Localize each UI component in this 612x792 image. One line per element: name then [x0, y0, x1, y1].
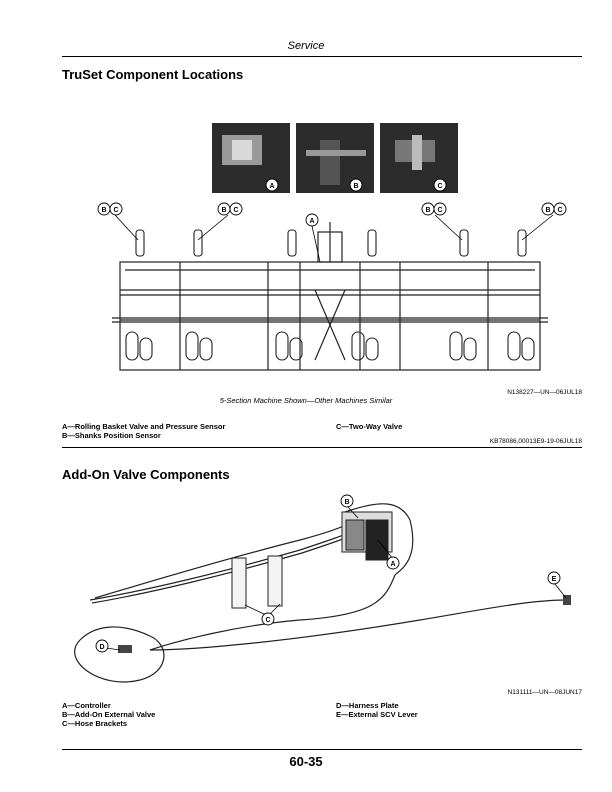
legend-item: C—Hose Brackets [62, 719, 128, 728]
callout-b: B [344, 499, 350, 506]
section-title-addon: Add-On Valve Components [62, 467, 230, 482]
legend-item: C—Two-Way Valve [336, 422, 403, 431]
callout-e: E [551, 576, 557, 583]
figure-ref-2: N131111—UN—08JUN17 [507, 689, 582, 696]
legend-1-left [62, 422, 225, 440]
section-title-truset: TruSet Component Locations [62, 67, 244, 82]
callout-c: C [113, 207, 119, 214]
callout-c: C [437, 207, 443, 214]
legend-1-right [336, 422, 402, 431]
photo-callout-b: B [353, 183, 359, 190]
section-rule [62, 447, 582, 448]
harness-plate [118, 645, 132, 653]
legend-item: D—Harness Plate [336, 701, 399, 710]
callout-c: C [233, 207, 239, 214]
callout-c: C [557, 207, 563, 214]
valve-block [342, 512, 392, 560]
legend-2-right [336, 701, 418, 719]
legend-item: B—Add-On External Valve [62, 710, 156, 719]
callout-c: C [265, 617, 271, 624]
legend-item: E—External SCV Lever [336, 710, 418, 719]
photo-callout-c: C [437, 183, 443, 190]
figure-caption-1: 5-Section Machine Shown—Other Machines Similar [219, 396, 393, 405]
footer-rule [62, 749, 582, 750]
callout-a: A [309, 218, 315, 225]
hose-drawing [75, 504, 565, 682]
callout-b: B [221, 207, 227, 214]
legend-item: B—Shanks Position Sensor [62, 431, 161, 440]
scv-lever [563, 595, 571, 605]
figure-ref-1: N138227—UN—06JUL18 [507, 389, 582, 396]
page-header: Service [287, 40, 325, 52]
callout-b: B [101, 207, 107, 214]
legend-2-left [62, 701, 155, 728]
legend-item: A—Controller [62, 701, 111, 710]
callout-d: D [99, 644, 105, 651]
doc-ref-1: KB78086,00013E9-19-06JUL18 [489, 438, 582, 445]
callout-b: B [545, 207, 551, 214]
addon-figure [0, 480, 612, 690]
hose-brackets [232, 556, 282, 608]
callout-b: B [425, 207, 431, 214]
legend-item: A—Rolling Basket Valve and Pressure Sensor [62, 422, 226, 431]
photo-callout-a: A [269, 183, 275, 190]
machine-frame-drawing [112, 222, 548, 370]
page-number: 60-35 [289, 754, 323, 769]
callout-a: A [390, 561, 396, 568]
